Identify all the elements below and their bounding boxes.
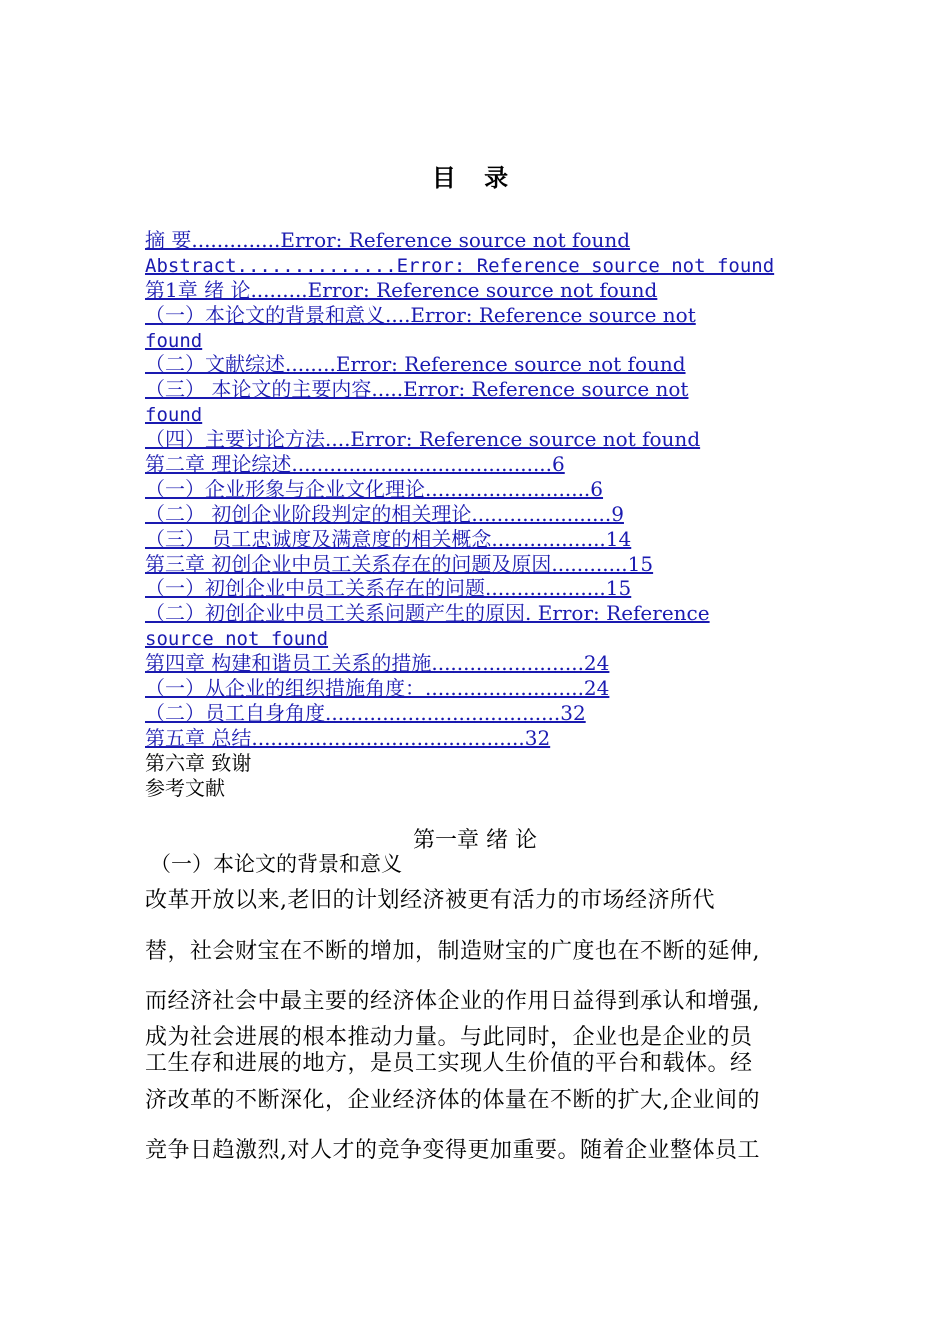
toc-entry-1-1-cont[interactable]: found xyxy=(145,329,203,352)
toc-entry-2-1[interactable]: （一）企业形象与企业文化理论..........................6 xyxy=(145,476,604,501)
paragraph-line: 济改革的不断深化，企业经济体的体量在不断的扩大,企业间的 xyxy=(145,1088,760,1113)
toc-entry-chapter-3[interactable]: 第三章 初创企业中员工关系存在的问题及原因............15 xyxy=(145,551,654,576)
toc-entry-1-1[interactable]: （一）本论文的背景和意义....Error: Reference source not xyxy=(145,302,696,327)
paragraph-line: 成为社会进展的根本推动力量。与此同时，企业也是企业的员 xyxy=(145,1025,753,1050)
toc-entry-3-1[interactable]: （一）初创企业中员工关系存在的问题...................15 xyxy=(145,576,632,601)
toc-entry-2-3[interactable]: （三） 员工忠诚度及满意度的相关概念..................14 xyxy=(145,526,632,551)
paragraph-line: 替，社会财宝在不断的增加，制造财宝的广度也在不断的延伸, xyxy=(145,939,760,964)
toc-entry-1-4[interactable]: （四）主要讨论方法....Error: Reference source not found xyxy=(145,427,701,452)
toc-entry-abstract-en[interactable]: Abstract..............Error: Reference source not found xyxy=(145,254,775,277)
paragraph-line: 竞争日趋激烈,对人才的竞争变得更加重要。随着企业整体员工 xyxy=(145,1138,760,1163)
toc-entry-abstract-cn[interactable]: 摘 要..............Error: Reference source not found xyxy=(145,228,631,252)
chapter-heading: 第一章 绪 论 xyxy=(413,828,537,853)
toc-entry-chapter-4[interactable]: 第四章 构建和谐员工关系的措施........................24 xyxy=(145,651,610,676)
toc-entry-1-2[interactable]: （二）文献综述........Error: Reference source not found xyxy=(145,352,686,377)
table-of-contents xyxy=(145,228,805,800)
toc-entry-references: 参考文献 xyxy=(145,775,225,800)
section-heading: （一）本论文的背景和意义 xyxy=(150,852,402,876)
toc-entry-4-2[interactable]: （二）员工自身角度.....................................32 xyxy=(145,700,586,725)
paragraph-line: 改革开放以来,老旧的计划经济被更有活力的市场经济所代 xyxy=(145,888,715,913)
paragraph-line: 而经济社会中最主要的经济体企业的作用日益得到承认和增强, xyxy=(145,989,760,1014)
toc-entry-chapter-5[interactable]: 第五章 总结...........................................32 xyxy=(145,725,551,750)
toc-entry-chapter-6: 第六章 致谢 xyxy=(145,750,252,775)
toc-entry-3-2[interactable]: （二）初创企业中员工关系问题产生的原因. Error: Reference xyxy=(145,601,710,626)
toc-entry-1-3-cont[interactable]: found xyxy=(145,404,203,427)
toc-entry-1-3[interactable]: （三） 本论文的主要内容.....Error: Reference source not xyxy=(145,377,689,402)
toc-title: 目 录 xyxy=(431,163,519,192)
toc-entry-chapter-1[interactable]: 第1章 绪 论.........Error: Reference source not found xyxy=(145,277,658,302)
paragraph-line: 工生存和进展的地方，是员工实现人生价值的平台和载体。经 xyxy=(145,1051,753,1076)
toc-entry-4-1[interactable]: （一）从企业的组织措施角度：.........................24 xyxy=(145,676,610,701)
toc-entry-2-2[interactable]: （二） 初创企业阶段判定的相关理论......................9 xyxy=(145,501,624,526)
toc-entry-chapter-2[interactable]: 第二章 理论综述.........................................6 xyxy=(145,452,565,477)
toc-entry-3-2-cont[interactable]: source not found xyxy=(145,628,329,651)
